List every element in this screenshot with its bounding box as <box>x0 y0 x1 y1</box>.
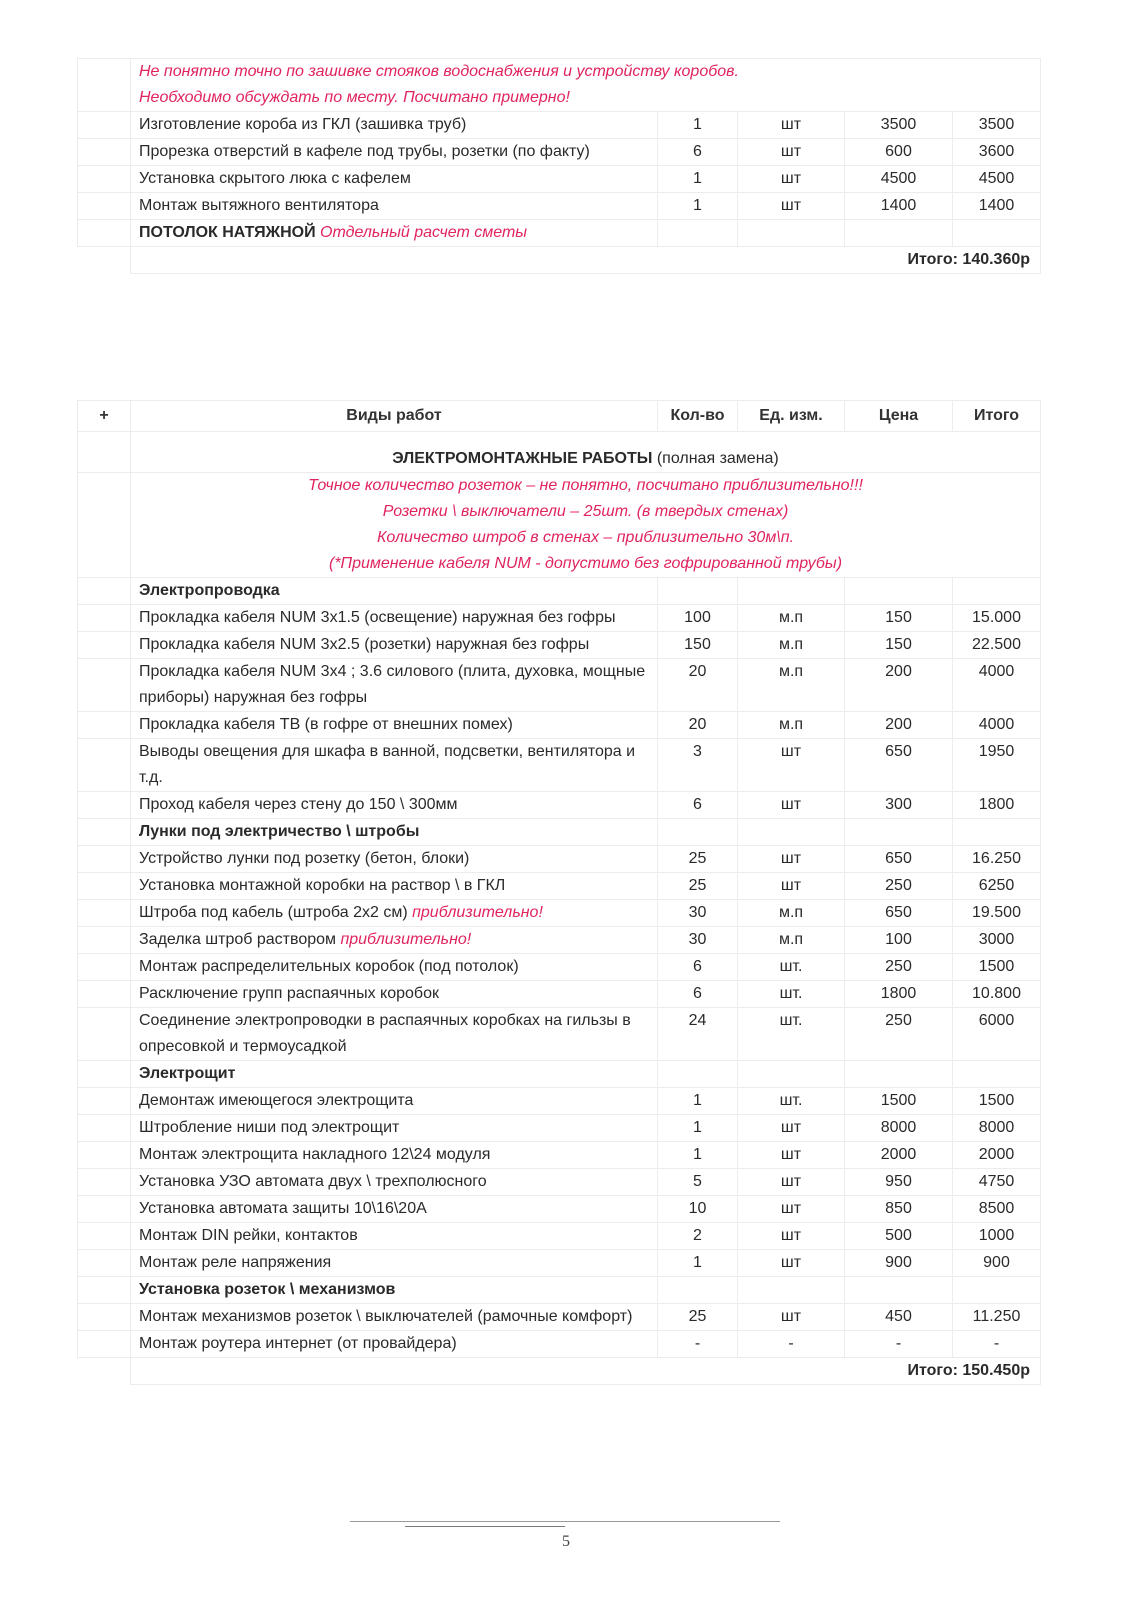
unit-cell: шт <box>738 792 845 819</box>
price-cell: 250 <box>845 873 953 900</box>
price-cell: 950 <box>845 1169 953 1196</box>
table-row <box>78 739 1041 792</box>
quantity-cell: 3 <box>658 739 738 792</box>
section-title: ЭЛЕКТРОМОНТАЖНЫЕ РАБОТЫ <box>392 450 653 467</box>
table-row <box>78 659 1041 712</box>
price-cell: 250 <box>845 1008 953 1061</box>
price-cell: - <box>845 1331 953 1358</box>
work-name: Устройство лунки под розетку (бетон, блоки) <box>139 850 470 867</box>
total-cell: 4000 <box>953 712 1041 739</box>
quantity-cell: 1 <box>658 1115 738 1142</box>
work-name: Выводы овещения для шкафа в ванной, подсветки, вентилятора и т.д. <box>139 743 636 786</box>
table-row <box>78 1250 1041 1277</box>
unit-cell: м.п <box>738 659 845 712</box>
work-name: Монтаж распределительных коробок (под потолок) <box>139 958 519 975</box>
group-title: Электропроводка <box>131 578 658 605</box>
quantity-cell: - <box>658 1331 738 1358</box>
work-name: Штроба под кабель (штроба 2х2 см) <box>139 904 408 921</box>
price-cell: 100 <box>845 927 953 954</box>
total-row <box>78 247 1041 274</box>
quantity-cell: 30 <box>658 900 738 927</box>
group-header-row <box>78 1277 1041 1304</box>
quantity-cell: 25 <box>658 1304 738 1331</box>
ceiling-note: Отдельный расчет сметы <box>320 224 528 241</box>
price-cell: 150 <box>845 605 953 632</box>
work-name: Установка скрытого люка с кафелем <box>139 170 411 187</box>
total-cell: 4000 <box>953 659 1041 712</box>
quantity-cell: 6 <box>658 139 738 166</box>
table-row <box>78 112 1041 139</box>
header-total: Итого <box>953 401 1041 432</box>
total-cell: 3500 <box>953 112 1041 139</box>
quantity-cell: 1 <box>658 1250 738 1277</box>
price-cell: 650 <box>845 900 953 927</box>
grand-total: Итого: 150.450р <box>131 1358 1041 1385</box>
section-title-row <box>78 432 1041 473</box>
group-title: Лунки под электричество \ штробы <box>131 819 658 846</box>
unit-cell: шт. <box>738 954 845 981</box>
total-cell: 4500 <box>953 166 1041 193</box>
work-name: Прокладка кабеля NUM 3х2.5 (розетки) наружная без гофры <box>139 636 590 653</box>
quantity-cell: 30 <box>658 927 738 954</box>
price-cell: 850 <box>845 1196 953 1223</box>
table-row <box>78 712 1041 739</box>
table-row <box>78 1169 1041 1196</box>
price-cell: 300 <box>845 792 953 819</box>
total-cell: - <box>953 1331 1041 1358</box>
section-note: Точное количество розеток – не понятно, посчитано приблизительно!!! <box>308 477 863 494</box>
table-row <box>78 1115 1041 1142</box>
quantity-cell: 10 <box>658 1196 738 1223</box>
unit-cell: м.п <box>738 900 845 927</box>
table-row <box>78 1196 1041 1223</box>
price-cell: 1800 <box>845 981 953 1008</box>
work-name: Прорезка отверстий в кафеле под трубы, розетки (по факту) <box>139 143 590 160</box>
footer-divider <box>350 1521 780 1522</box>
section-note: Розетки \ выключатели – 25шт. (в твердых стенах) <box>382 503 789 520</box>
total-cell: 16.250 <box>953 846 1041 873</box>
group-header-row <box>78 1061 1041 1088</box>
quantity-cell: 6 <box>658 954 738 981</box>
group-header-row <box>78 578 1041 605</box>
price-cell: 4500 <box>845 166 953 193</box>
table-row <box>78 1088 1041 1115</box>
group-title: Установка розеток \ механизмов <box>131 1277 658 1304</box>
total-cell: 4750 <box>953 1169 1041 1196</box>
price-cell: 150 <box>845 632 953 659</box>
section-subtitle: (полная замена) <box>656 450 779 467</box>
total-cell: 1500 <box>953 1088 1041 1115</box>
price-cell: 250 <box>845 954 953 981</box>
work-name: Прокладка кабеля NUM 3х1.5 (освещение) наружная без гофры <box>139 609 616 626</box>
approx-note: приблизительно! <box>340 931 472 948</box>
total-cell: 1950 <box>953 739 1041 792</box>
unit-cell: шт <box>738 1250 845 1277</box>
total-cell: 8000 <box>953 1115 1041 1142</box>
work-name: Монтаж механизмов розеток \ выключателей (рамочные комфорт) <box>139 1308 633 1325</box>
header-work-type: Виды работ <box>131 401 658 432</box>
unit-cell: м.п <box>738 605 845 632</box>
unit-cell: шт <box>738 1169 845 1196</box>
group-title: Электрощит <box>131 1061 658 1088</box>
quantity-cell: 20 <box>658 659 738 712</box>
total-cell: 1400 <box>953 193 1041 220</box>
total-cell: 10.800 <box>953 981 1041 1008</box>
unit-cell: м.п <box>738 712 845 739</box>
unit-cell: шт <box>738 846 845 873</box>
table-row <box>78 792 1041 819</box>
table-row <box>78 139 1041 166</box>
price-cell: 600 <box>845 139 953 166</box>
table-row <box>78 1142 1041 1169</box>
note-text: Необходимо обсуждать по месту. Посчитано примерно! <box>139 89 570 106</box>
quantity-cell: 1 <box>658 166 738 193</box>
work-name: Монтаж электрощита накладного 12\24 модуля <box>139 1146 491 1163</box>
quantity-cell: 25 <box>658 873 738 900</box>
note-text: Не понятно точно по зашивке стояков водоснабжения и устройству коробов. <box>139 63 739 80</box>
table-row <box>78 927 1041 954</box>
table-row <box>78 1223 1041 1250</box>
price-cell: 1500 <box>845 1088 953 1115</box>
work-name: Установка автомата защиты 10\16\20А <box>139 1200 427 1217</box>
quantity-cell: 150 <box>658 632 738 659</box>
quantity-cell: 6 <box>658 981 738 1008</box>
work-name: Монтаж DIN рейки, контактов <box>139 1227 358 1244</box>
quantity-cell: 20 <box>658 712 738 739</box>
total-cell: 19.500 <box>953 900 1041 927</box>
table-row <box>78 1331 1041 1358</box>
work-name: Прокладка кабеля ТВ (в гофре от внешних помех) <box>139 716 513 733</box>
unit-cell: - <box>738 1331 845 1358</box>
quantity-cell: 1 <box>658 193 738 220</box>
electrical-works-table <box>77 400 1041 1385</box>
group-header-row <box>78 819 1041 846</box>
work-name: Заделка штроб раствором <box>139 931 341 948</box>
table-row <box>78 193 1041 220</box>
total-cell: 15.000 <box>953 605 1041 632</box>
table-row <box>78 632 1041 659</box>
price-cell: 900 <box>845 1250 953 1277</box>
unit-cell: м.п <box>738 632 845 659</box>
table-row <box>78 981 1041 1008</box>
footer-divider <box>405 1526 565 1527</box>
unit-cell: шт <box>738 1304 845 1331</box>
price-cell: 1400 <box>845 193 953 220</box>
table-row <box>78 954 1041 981</box>
quantity-cell: 1 <box>658 1142 738 1169</box>
work-name: Изготовление короба из ГКЛ (зашивка труб) <box>139 116 467 133</box>
unit-cell: шт <box>738 1142 845 1169</box>
table-header-row <box>78 401 1041 432</box>
unit-cell: шт. <box>738 1088 845 1115</box>
page-number: 5 <box>562 1533 570 1550</box>
work-name: Расключение групп распаячных коробок <box>139 985 439 1002</box>
section-note: Количество штроб в стенах – приблизительно 30м\п. <box>376 529 794 546</box>
unit-cell: шт. <box>738 1008 845 1061</box>
table-row <box>78 166 1041 193</box>
work-name: Монтаж роутера интернет (от провайдера) <box>139 1335 457 1352</box>
unit-cell: м.п <box>738 927 845 954</box>
price-cell: 200 <box>845 712 953 739</box>
work-name: Штробление ниши под электрощит <box>139 1119 400 1136</box>
total-cell: 3600 <box>953 139 1041 166</box>
total-cell: 8500 <box>953 1196 1041 1223</box>
work-name: Установка монтажной коробки на раствор \ в ГКЛ <box>139 877 506 894</box>
work-name: Установка УЗО автомата двух \ трехполюсного <box>139 1173 487 1190</box>
table-row <box>78 1008 1041 1061</box>
total-cell: 22.500 <box>953 632 1041 659</box>
unit-cell: шт <box>738 193 845 220</box>
table-row <box>78 846 1041 873</box>
total-cell: 1500 <box>953 954 1041 981</box>
section-note: (*Применение кабеля NUM - допустимо без гофрированной трубы) <box>328 555 843 572</box>
estimate-table-continued <box>77 58 1041 274</box>
header-unit: Ед. изм. <box>738 401 845 432</box>
work-name: Прокладка кабеля NUM 3х4 ; 3.6 силового (плита, духовка, мощные приборы) наружная без гофры <box>139 663 646 706</box>
price-cell: 2000 <box>845 1142 953 1169</box>
total-cell: 6000 <box>953 1008 1041 1061</box>
unit-cell: шт <box>738 139 845 166</box>
table-row <box>78 1304 1041 1331</box>
total-cell: 3000 <box>953 927 1041 954</box>
price-cell: 3500 <box>845 112 953 139</box>
unit-cell: шт <box>738 1196 845 1223</box>
unit-cell: шт <box>738 739 845 792</box>
total-cell: 11.250 <box>953 1304 1041 1331</box>
header-price: Цена <box>845 401 953 432</box>
quantity-cell: 1 <box>658 1088 738 1115</box>
grand-total: Итого: 140.360р <box>131 247 1041 274</box>
work-name: Проход кабеля через стену до 150 \ 300мм <box>139 796 458 813</box>
work-name: Монтаж вытяжного вентилятора <box>139 197 379 214</box>
unit-cell: шт <box>738 1223 845 1250</box>
unit-cell: шт. <box>738 981 845 1008</box>
price-cell: 650 <box>845 739 953 792</box>
total-cell: 900 <box>953 1250 1041 1277</box>
quantity-cell: 1 <box>658 112 738 139</box>
total-row <box>78 1358 1041 1385</box>
total-cell: 1800 <box>953 792 1041 819</box>
price-cell: 200 <box>845 659 953 712</box>
approx-note: приблизительно! <box>412 904 543 921</box>
table-row <box>78 873 1041 900</box>
ceiling-row <box>78 220 1041 247</box>
note-row <box>78 59 1041 112</box>
unit-cell: шт <box>738 112 845 139</box>
ceiling-label: ПОТОЛОК НАТЯЖНОЙ <box>139 224 316 241</box>
work-name: Демонтаж имеющегося электрощита <box>139 1092 414 1109</box>
table-row <box>78 900 1041 927</box>
header-plus[interactable]: + <box>78 401 131 432</box>
table-row <box>78 605 1041 632</box>
quantity-cell: 6 <box>658 792 738 819</box>
price-cell: 650 <box>845 846 953 873</box>
total-cell: 6250 <box>953 873 1041 900</box>
total-cell: 1000 <box>953 1223 1041 1250</box>
price-cell: 500 <box>845 1223 953 1250</box>
section-notes-row <box>78 473 1041 578</box>
work-name: Монтаж реле напряжения <box>139 1254 332 1271</box>
price-cell: 450 <box>845 1304 953 1331</box>
quantity-cell: 2 <box>658 1223 738 1250</box>
total-cell: 2000 <box>953 1142 1041 1169</box>
quantity-cell: 25 <box>658 846 738 873</box>
unit-cell: шт <box>738 166 845 193</box>
quantity-cell: 24 <box>658 1008 738 1061</box>
price-cell: 8000 <box>845 1115 953 1142</box>
unit-cell: шт <box>738 873 845 900</box>
header-quantity: Кол-во <box>658 401 738 432</box>
quantity-cell: 100 <box>658 605 738 632</box>
unit-cell: шт <box>738 1115 845 1142</box>
work-name: Соединение электропроводки в распаячных коробках на гильзы в опресовкой и термоусадкой <box>139 1012 631 1055</box>
quantity-cell: 5 <box>658 1169 738 1196</box>
